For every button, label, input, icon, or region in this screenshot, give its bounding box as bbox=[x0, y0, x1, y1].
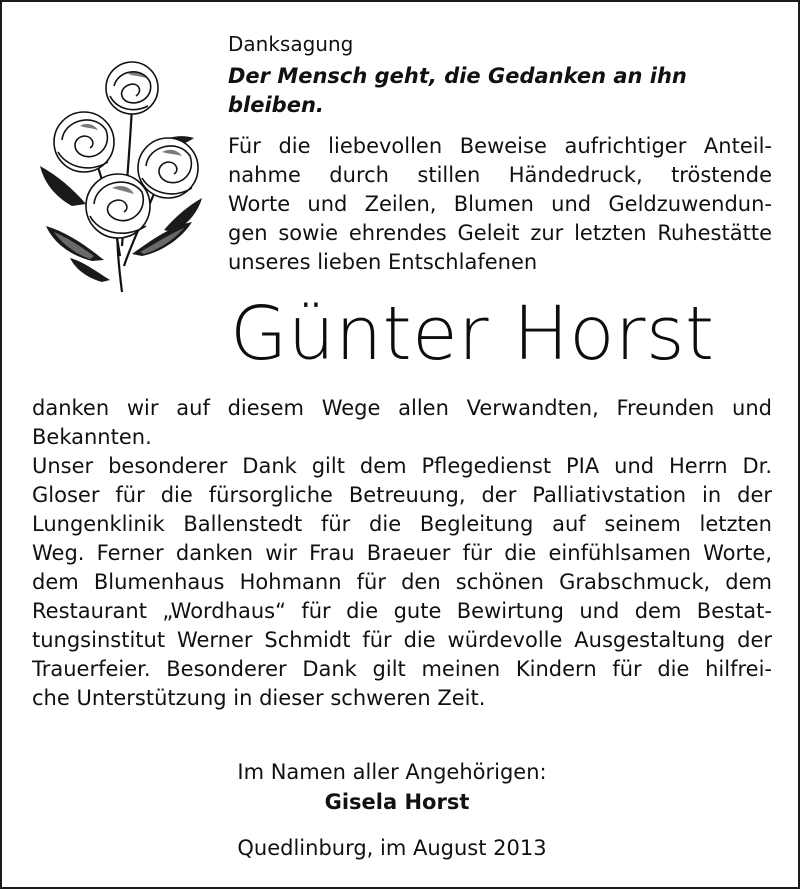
intro-paragraph bbox=[228, 132, 772, 277]
body-line: tungsinstitut Werner Schmidt für die würdevolle Ausgestaltung der bbox=[32, 628, 772, 652]
intro-line: nahme durch stillen Händedruck, tröstende bbox=[228, 163, 772, 187]
intro-line: Worte und Zeilen, Blumen und Geldzuwendun- bbox=[228, 192, 772, 216]
notice-motto: Der Mensch geht, die Gedanken an ihn bleiben. bbox=[228, 64, 687, 117]
intro-line: Für die liebevollen Beweise aufrichtiger Anteil- bbox=[228, 134, 772, 158]
body-paragraph bbox=[32, 394, 772, 713]
body-line: Unser besonderer Dank gilt dem Pflegedienst PIA und Herrn Dr. bbox=[32, 454, 772, 478]
notice-heading: Danksagung bbox=[228, 32, 354, 56]
body-line: danken wir auf diesem Wege allen Verwandten, Freunden und bbox=[32, 396, 772, 420]
body-line: Gloser für die fürsorgliche Betreuung, der Palliativstation in der bbox=[32, 483, 772, 507]
body-line: Bekannten. bbox=[32, 425, 152, 449]
intro-line: unseres lieben Entschlafenen bbox=[228, 250, 538, 274]
on-behalf-line: Im Namen aller Angehörigen: bbox=[237, 760, 547, 784]
place-date: Quedlinburg, im August 2013 bbox=[237, 836, 547, 860]
body-line: che Unterstützung in dieser schweren Zeit. bbox=[32, 686, 486, 710]
body-line: Restaurant „Wordhaus“ für die gute Bewirtung und dem Bestat- bbox=[32, 599, 772, 623]
roses-illustration bbox=[32, 56, 204, 294]
body-line: Lungenklinik Ballenstedt für die Begleitung auf seinem letzten bbox=[32, 512, 772, 536]
body-line: dem Blumenhaus Hohmann für den schönen Grabschmuck, dem bbox=[32, 570, 772, 594]
body-line: Trauerfeier. Besonderer Dank gilt meinen Kindern für die hilfrei- bbox=[32, 657, 772, 681]
intro-line: gen sowie ehrendes Geleit zur letzten Ruhestätte bbox=[228, 221, 772, 245]
signatory-name: Gisela Horst bbox=[324, 790, 470, 814]
body-line: Weg. Ferner danken wir Frau Braeuer für die einfühlsamen Worte, bbox=[32, 541, 772, 565]
deceased-name: Günter Horst bbox=[230, 291, 715, 377]
